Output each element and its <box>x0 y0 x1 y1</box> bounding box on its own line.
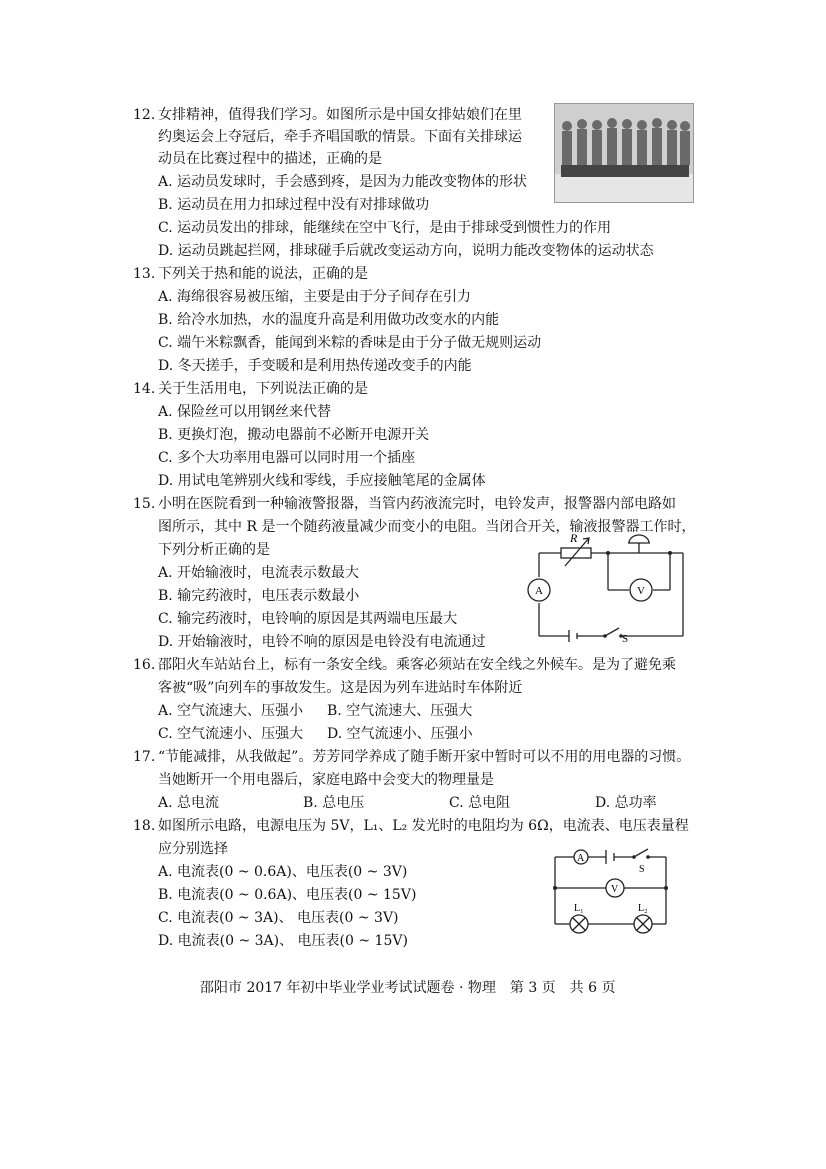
q15-option-b: B. 输完药液时，电压表示数最小 <box>158 588 360 604</box>
q18-label-L1: L₁ <box>574 903 584 914</box>
q17-number: 17. <box>133 749 156 765</box>
q18-option-a: A. 电流表(0 ~ 0.6A)、电压表(0 ~ 3V) <box>158 864 408 880</box>
team-photo-graphic <box>555 104 693 202</box>
q14-option-a: A. 保险丝可以用钢丝来代替 <box>158 404 332 420</box>
q18-option-c: C. 电流表(0 ~ 3A)、 电压表(0 ~ 3V) <box>158 910 399 926</box>
q15-label-A: A <box>535 585 543 597</box>
q15-option-a: A. 开始输液时，电流表示数最大 <box>158 565 360 581</box>
q17-stem-line-2: 当她断开一个用电器后，家庭电路中会变大的物理量是 <box>158 772 494 788</box>
q18-label-A: A <box>577 853 585 864</box>
q12-stem-line-3: 动员在比赛过程中的描述，正确的是 <box>158 151 382 167</box>
q16-stem-line-1: 邵阳火车站站台上，标有一条安全线。乘客必须站在安全线之外候车。是为了避免乘 <box>158 657 676 673</box>
q12-option-d: D. 运动员跳起拦网，排球碰手后就改变运动方向，说明力能改变物体的运动状态 <box>158 243 654 259</box>
q16-option-c: C. 空气流速小、压强大 <box>158 726 304 742</box>
q18-label-S: S <box>639 864 645 875</box>
team-photo <box>554 103 694 203</box>
q13-stem: 下列关于热和能的说法，正确的是 <box>158 266 368 282</box>
q18-circuit-diagram <box>548 844 673 936</box>
q15-stem-line-2: 图所示，其中 R 是一个随药液量减少而变小的电阻。当闭合开关，输液报警器工作时， <box>158 519 696 535</box>
q15-label-R: R <box>570 532 578 545</box>
q15-circuit-diagram <box>525 532 695 642</box>
q13-number: 13. <box>133 266 156 282</box>
q14-stem: 关于生活用电，下列说法正确的是 <box>158 381 368 397</box>
q16-option-d: D. 空气流速小、压强小 <box>327 726 473 742</box>
q16-number: 16. <box>133 657 156 673</box>
q16-option-b: B. 空气流速大、压强大 <box>327 703 473 719</box>
q14-option-b: B. 更换灯泡，搬动电器前不必断开电源开关 <box>158 427 430 443</box>
page-footer: 邵阳市 2017 年初中毕业学业考试试题卷 · 物理 第 3 页 共 6 页 <box>200 980 616 996</box>
q12-stem-line-2: 约奥运会上夺冠后，牵手齐唱国歌的情景。下面有关排球运 <box>158 129 522 145</box>
q18-number: 18. <box>133 818 156 834</box>
q15-label-S: S <box>622 633 629 642</box>
q12-option-b: B. 运动员在用力扣球过程中没有对排球做功 <box>158 197 430 213</box>
q12-option-c: C. 运动员发出的排球，能继续在空中飞行，是由于排球受到惯性力的作用 <box>158 220 612 236</box>
q18-stem-line-2: 应分别选择 <box>158 841 228 857</box>
q13-option-a: A. 海绵很容易被压缩，主要是由于分子间存在引力 <box>158 289 472 305</box>
q12-stem-line-1: 女排精神，值得我们学习。如图所示是中国女排姑娘们在里 <box>158 107 522 123</box>
q15-option-c: C. 输完药液时，电铃响的原因是其两端电压最大 <box>158 611 458 627</box>
q18-option-d: D. 电流表(0 ~ 3A)、 电压表(0 ~ 15V) <box>158 933 408 949</box>
q14-number: 14. <box>133 381 156 397</box>
q16-stem-line-2: 客被“吸”向列车的事故发生。这是因为列车进站时车体附近 <box>158 680 523 696</box>
q14-option-c: C. 多个大功率用电器可以同时用一个插座 <box>158 450 416 466</box>
q15-stem-line-1: 小明在医院看到一种输液警报器，当管内药液流完时，电铃发声，报警器内部电路如 <box>158 496 676 512</box>
q15-number: 15. <box>133 496 156 512</box>
q17-option-b: B. 总电压 <box>303 795 365 811</box>
q17-option-a: A. 总电流 <box>158 795 220 811</box>
q15-stem-line-3: 下列分析正确的是 <box>158 542 270 558</box>
q18-label-L2: L₂ <box>638 903 648 914</box>
q18-label-V: V <box>611 884 619 895</box>
q18-option-b: B. 电流表(0 ~ 0.6A)、电压表(0 ~ 15V) <box>158 887 417 903</box>
q13-option-b: B. 给冷水加热，水的温度升高是利用做功改变水的内能 <box>158 312 500 328</box>
q14-option-d: D. 用试电笔辨别火线和零线，手应接触笔尾的金属体 <box>158 473 486 489</box>
q15-option-d: D. 开始输液时，电铃不响的原因是电铃没有电流通过 <box>158 634 486 650</box>
q12-option-a: A. 运动员发球时，手会感到疼，是因为力能改变物体的形状 <box>158 174 528 190</box>
q16-option-a: A. 空气流速大、压强小 <box>158 703 304 719</box>
q18-stem-line-1: 如图所示电路，电源电压为 5V，L₁、L₂ 发光时的电阻均为 6Ω，电流表、电压表量程 <box>158 818 689 834</box>
q13-option-d: D. 冬天搓手，手变暖和是利用热传递改变手的内能 <box>158 358 472 374</box>
q15-label-V: V <box>637 585 645 597</box>
q12-number: 12. <box>133 107 156 123</box>
q17-option-d: D. 总功率 <box>595 795 657 811</box>
q17-option-c: C. 总电阻 <box>449 795 511 811</box>
q13-option-c: C. 端午米粽飘香，能闻到米粽的香味是由于分子做无规则运动 <box>158 335 542 351</box>
q17-stem-line-1: “节能减排，从我做起”。芳芳同学养成了随手断开家中暂时可以不用的用电器的习惯。 <box>158 749 691 765</box>
